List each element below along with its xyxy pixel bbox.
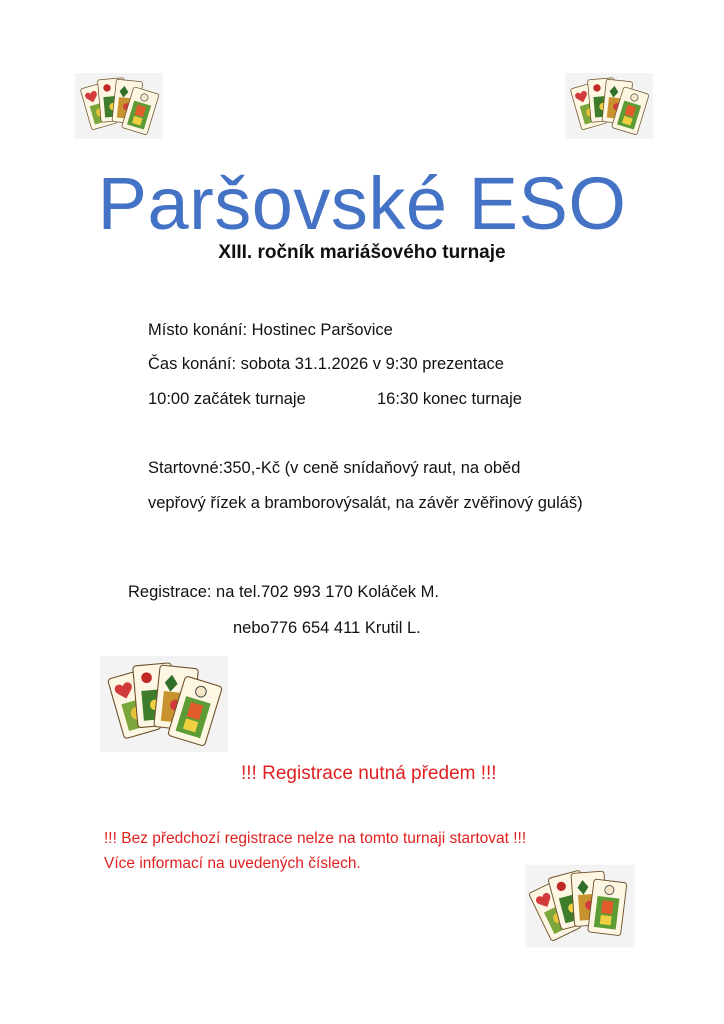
playing-cards-icon	[100, 655, 228, 753]
event-time: Čas konání: sobota 31.1.2026 v 9:30 prezentace	[148, 355, 504, 373]
page-title: Paršovské ESO	[97, 162, 627, 245]
playing-cards-icon	[75, 72, 163, 140]
fee-line-2: vepřový řízek a bramborovýsalát, na závěr zvěřinový guláš)	[148, 494, 583, 512]
registration-required-notice: !!! Registrace nutná předem !!!	[241, 763, 497, 784]
registration-line-2: nebo776 654 411 Krutil L.	[233, 619, 421, 637]
registration-line-1: Registrace: na tel.702 993 170 Koláček M.	[128, 583, 439, 601]
fee-line-1: Startovné:350,-Kč (v ceně snídaňový raut, na oběd	[148, 459, 521, 477]
warning-line-1: !!! Bez předchozí registrace nelze na tomto turnaji startovat !!!	[104, 830, 527, 847]
playing-cards-icon	[565, 72, 653, 140]
event-start: 10:00 začátek turnaje	[148, 390, 306, 408]
subtitle: XIII. ročník mariášového turnaje	[218, 242, 506, 263]
warning-line-2: Více informací na uvedených číslech.	[104, 855, 361, 872]
playing-cards-icon	[525, 860, 635, 952]
event-place: Místo konání: Hostinec Paršovice	[148, 321, 393, 339]
event-end: 16:30 konec turnaje	[377, 390, 522, 408]
